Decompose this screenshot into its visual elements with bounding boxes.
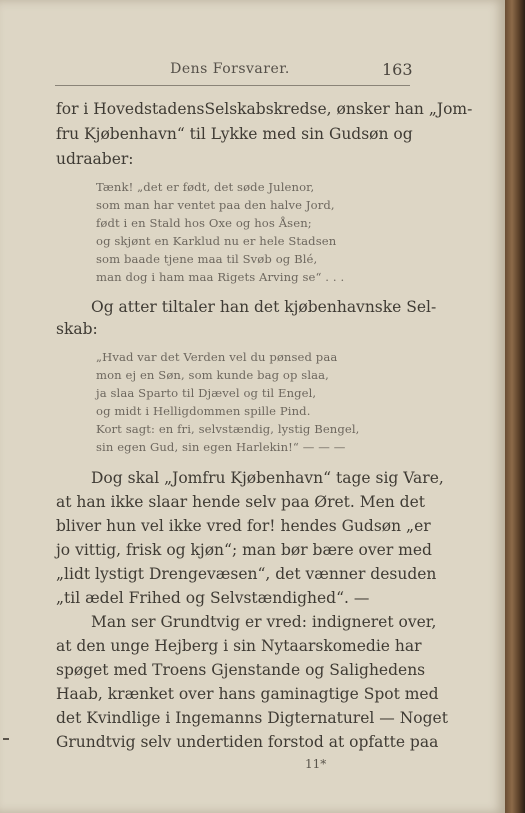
edge-mark [3, 738, 9, 740]
poem-line: født i en Stald hos Oxe og hos Åsen; [96, 216, 312, 230]
body-line: Grundtvig selv undertiden forstod at opfatte paa [56, 733, 439, 751]
poem-line: man dog i ham maa Rigets Arving se“ . . . [96, 270, 345, 284]
poem-line: Kort sagt: en fri, selvstændig, lystig Bengel, [96, 422, 360, 436]
poem-line: og midt i Helligdommen spille Pind. [96, 404, 311, 418]
body-line: Dog skal „Jomfru Kjøbenhavn“ tage sig Vare, [91, 469, 444, 487]
body-line: Haab, krænket over hans gaminagtige Spot med [56, 685, 439, 703]
body-line: „lidt lystigt Drengevæsen“, det vænner desuden [56, 565, 437, 583]
poem-line: som man har ventet paa den halve Jord, [96, 198, 335, 212]
body-line: bliver hun vel ikke vred for! hendes Gudsøn „er [56, 517, 431, 535]
body-line: skab: [56, 320, 98, 338]
poem-line: og skjønt en Karklud nu er hele Stadsen [96, 234, 337, 248]
poem-line: Tænk! „det er født, det søde Julenor, [96, 180, 315, 194]
body-line: Man ser Grundtvig er vred: indigneret over, [91, 613, 437, 631]
poem-line: mon ej en Søn, som kunde bag op slaa, [96, 368, 329, 382]
poem-line: sin egen Gud, sin egen Harlekin!“ — — — [96, 440, 346, 454]
body-line: Og atter tiltaler han det kjøbenhavnske Sel- [91, 298, 437, 316]
poem-line: som baade tjene maa til Svøb og Blé, [96, 252, 318, 266]
poem-line: „Hvad var det Verden vel du pønsed paa [96, 350, 338, 364]
body-line: spøget med Troens Gjenstande og Salighedens [56, 661, 426, 679]
body-line: fru Kjøbenhavn“ til Lykke med sin Gudsøn og [56, 125, 413, 143]
body-line: jo vittig, frisk og kjøn“; man bør bære over med [56, 541, 432, 559]
header-rule [55, 85, 410, 86]
body-line: det Kvindlige i Ingemanns Digternaturel — Noget [56, 709, 448, 727]
running-header-title: Dens Forsvarer. [170, 61, 290, 77]
body-line: udraaber: [56, 150, 134, 168]
body-line: „til ædel Frihed og Selvstændighed“. — [56, 589, 370, 607]
page-number: 163 [382, 60, 413, 79]
body-line: at den unge Hejberg i sin Nytaarskomedie har [56, 637, 422, 655]
poem-line: ja slaa Sparto til Djævel og til Engel, [96, 386, 317, 400]
body-line: at han ikke slaar hende selv paa Øret. Men det [56, 493, 426, 511]
signature-mark: 11* [305, 757, 327, 771]
book-spine [505, 0, 525, 813]
body-line: for i HovedstadensSelskabskredse, ønsker han „Jom- [56, 100, 473, 118]
